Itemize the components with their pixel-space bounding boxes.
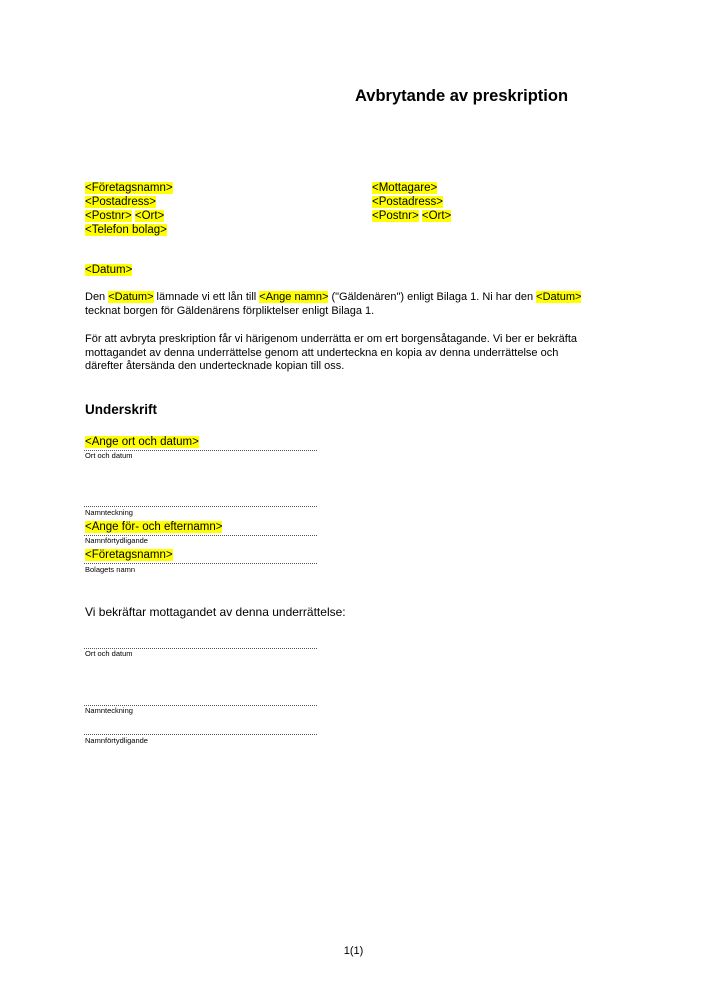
recipient-block (372, 181, 451, 223)
signature-caption: Namnteckning (85, 508, 133, 517)
para1-text-2: lämnade vi ett lån till (153, 291, 260, 303)
recipient-address: <Postadress> (372, 196, 443, 208)
signature-company-line (84, 563, 317, 564)
para1-debtor-name: <Ange namn> (259, 291, 329, 303)
para1-line-2: tecknat borgen för Gäldenärens förpliktelser enligt Bilaga 1. (85, 304, 375, 317)
page-number: 1(1) (343, 945, 364, 957)
signature-company-value[interactable]: <Företagsnamn> (85, 549, 173, 561)
signature-line[interactable] (84, 506, 317, 507)
signature-company-caption: Bolagets namn (85, 565, 136, 574)
paragraph-loan (85, 291, 581, 318)
signature-company-value-wrap (85, 548, 173, 562)
para2-line-2: mottagandet av denna underrättelse genom att underteckna en kopia av denna underrättelse och (85, 346, 559, 359)
sender-ort: <Ort> (134, 210, 165, 222)
confirmation-name-line[interactable] (84, 734, 317, 735)
para2-line-3: därefter återsända den undertecknade kopian till oss. (85, 360, 345, 372)
sender-block (85, 181, 173, 237)
para2-line-1: För att avbryta preskription får vi härigenom underrätta er om ert borgensåtagande. Vi ber er bekräfta (85, 333, 577, 345)
confirmation-place-date-caption: Ort och datum (85, 649, 133, 658)
signature-place-date-value-wrap (85, 435, 199, 449)
recipient-ort: <Ort> (421, 210, 452, 222)
date-placeholder: <Datum> (85, 264, 133, 276)
sender-company: <Företagsnamn> (85, 182, 173, 194)
para1-text-3: ("Gäldenären") enligt Bilaga 1. Ni har den (328, 291, 537, 303)
recipient-postnr: <Postnr> (372, 210, 419, 222)
recipient-name: <Mottagare> (372, 182, 438, 194)
confirmation-name-caption: Namnförtydligande (85, 736, 148, 745)
signature-place-date-value[interactable]: <Ange ort och datum> (85, 436, 199, 448)
paragraph-prescription (85, 333, 577, 374)
signature-place-date-caption: Ort och datum (85, 451, 133, 460)
document-title: Avbrytande av preskription (355, 87, 569, 105)
signature-name-value-wrap (85, 520, 222, 534)
sender-phone: <Telefon bolag> (85, 224, 167, 236)
date-line (85, 263, 132, 277)
sender-address: <Postadress> (85, 196, 156, 208)
para1-date-1: <Datum> (108, 291, 154, 303)
para1-text-1: Den (85, 291, 109, 303)
signature-name-value[interactable]: <Ange för- och efternamn> (85, 521, 223, 533)
confirmation-signature-caption: Namnteckning (85, 706, 133, 715)
sender-postnr: <Postnr> (85, 210, 132, 222)
signature-heading: Underskrift (85, 402, 158, 417)
para1-date-2: <Datum> (536, 291, 582, 303)
confirmation-text: Vi bekräftar mottagandet av denna underrättelse: (85, 605, 346, 619)
signature-name-caption: Namnförtydligande (85, 536, 148, 545)
